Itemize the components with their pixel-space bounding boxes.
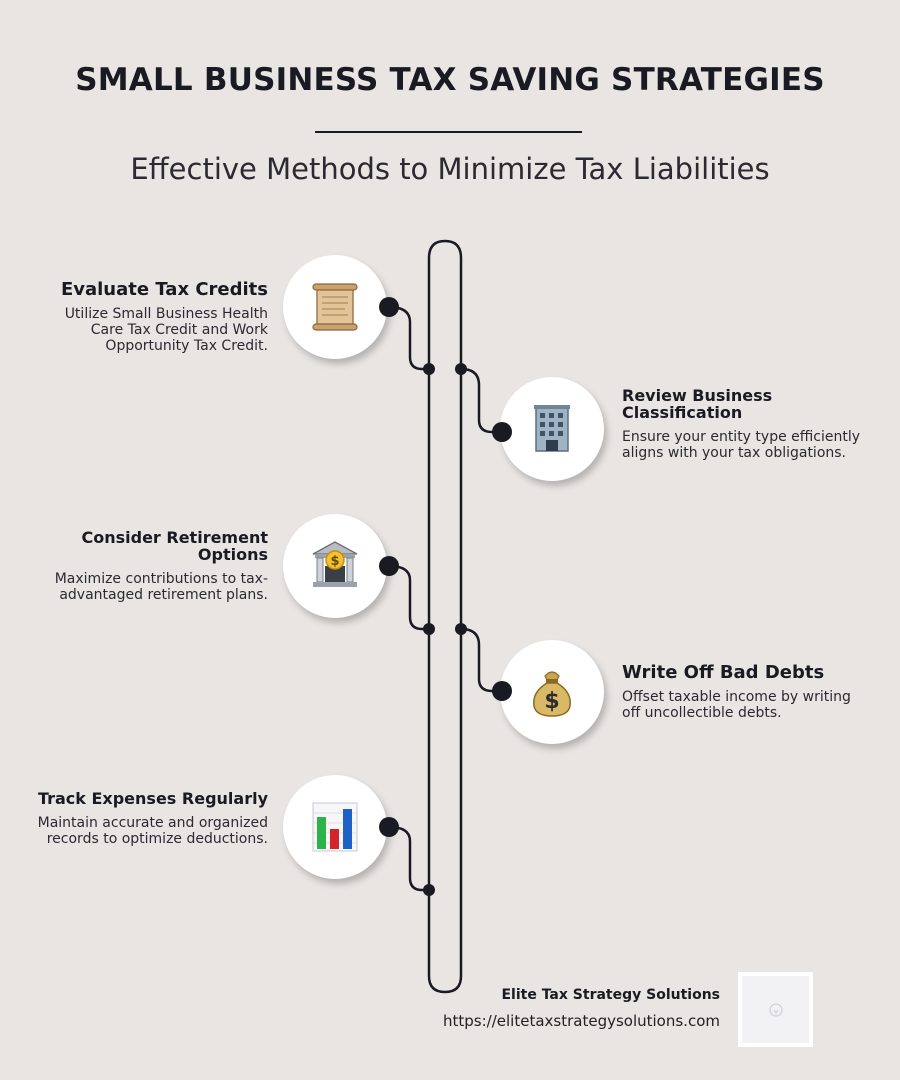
logo-placeholder-icon	[768, 1002, 784, 1018]
scroll-icon	[307, 279, 363, 335]
step-title: Review Business Classification	[622, 386, 773, 422]
step-node	[491, 680, 513, 702]
step-description: Utilize Small Business Health Care Tax Credit and Work Opportunity Tax Credit.	[64, 306, 268, 354]
step-evaluate-tax-credits	[36, 280, 268, 354]
step-node	[378, 555, 400, 577]
step-write-off-bad-debts	[622, 663, 862, 721]
step-description: Maintain accurate and organized records to optimize deductions.	[37, 815, 268, 847]
step-icon-circle	[283, 255, 387, 359]
svg-text:$: $	[544, 689, 560, 714]
bank-icon	[307, 538, 363, 594]
step-icon-circle	[283, 514, 387, 618]
step-description: Maximize contributions to tax-advantaged retirement plans.	[54, 571, 268, 603]
bar-chart-icon	[307, 799, 363, 855]
svg-text:$: $	[330, 554, 340, 569]
office-building-icon	[524, 401, 580, 457]
step-icon-circle	[283, 775, 387, 879]
company-logo	[738, 972, 813, 1047]
step-title: Track Expenses Regularly	[37, 789, 268, 808]
step-description: Offset taxable income by writing off uncollectible debts.	[622, 689, 851, 721]
step-consider-retirement-options	[36, 529, 268, 603]
page-title: SMALL BUSINESS TAX SAVING STRATEGIES	[75, 62, 825, 98]
step-node	[378, 296, 400, 318]
step-node	[378, 816, 400, 838]
step-node	[491, 421, 513, 443]
step-icon-circle	[500, 377, 604, 481]
step-title: Evaluate Tax Credits	[60, 279, 268, 300]
step-track-expenses-regularly	[36, 790, 268, 847]
company-url[interactable]: https://elitetaxstrategysolutions.com	[443, 1012, 720, 1030]
step-title: Consider Retirement Options	[81, 528, 268, 564]
step-title: Write Off Bad Debts	[622, 662, 825, 683]
step-icon-circle	[500, 640, 604, 744]
page-subtitle: Effective Methods to Minimize Tax Liabilities	[130, 152, 770, 186]
company-name: Elite Tax Strategy Solutions	[501, 987, 720, 1003]
money-bag-icon	[524, 664, 580, 720]
step-review-business-classification	[622, 387, 862, 461]
step-description: Ensure your entity type efficiently aligns with your tax obligations.	[622, 429, 861, 461]
